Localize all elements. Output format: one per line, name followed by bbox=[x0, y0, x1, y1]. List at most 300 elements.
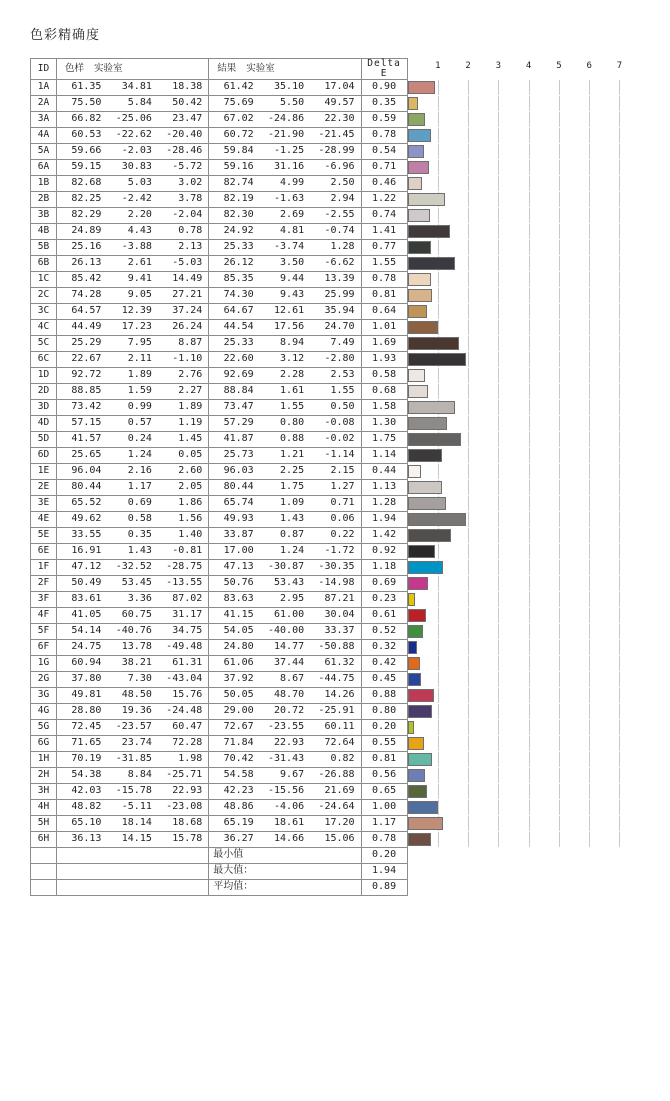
result-value: -40.00 bbox=[268, 625, 305, 637]
summary-spacer bbox=[31, 847, 57, 863]
lab-value: 9.05 bbox=[127, 289, 152, 301]
cell-id: 2D bbox=[31, 383, 57, 399]
table-row bbox=[31, 783, 638, 799]
cell-bar bbox=[407, 79, 637, 95]
cell-result-lab bbox=[209, 255, 361, 271]
lab-value: 1.86 bbox=[178, 497, 203, 509]
result-value: -28.99 bbox=[318, 145, 355, 157]
lab-value: -28.46 bbox=[166, 145, 203, 157]
table-row bbox=[31, 671, 638, 687]
table-row bbox=[31, 287, 638, 303]
result-value: 88.84 bbox=[223, 385, 254, 397]
cell-bar bbox=[407, 287, 637, 303]
summary-bar-spacer bbox=[407, 847, 637, 863]
bar-gridlines bbox=[408, 80, 637, 95]
cell-sample-lab bbox=[57, 447, 209, 463]
cell-delta-e: 1.13 bbox=[361, 479, 407, 495]
delta-e-bar bbox=[408, 609, 426, 622]
table-row bbox=[31, 431, 638, 447]
result-value: -14.98 bbox=[318, 577, 355, 589]
cell-sample-lab bbox=[57, 463, 209, 479]
result-value: 59.84 bbox=[223, 145, 254, 157]
lab-value: 0.57 bbox=[127, 417, 152, 429]
delta-e-bar bbox=[408, 209, 430, 222]
cell-id: 5B bbox=[31, 239, 57, 255]
result-value: 13.39 bbox=[324, 273, 355, 285]
cell-bar bbox=[407, 271, 637, 287]
cell-result-lab bbox=[209, 79, 361, 95]
summary-spacer bbox=[31, 863, 57, 879]
result-value: 12.61 bbox=[274, 305, 305, 317]
bar-gridlines bbox=[408, 384, 637, 399]
delta-e-bar bbox=[408, 561, 444, 574]
result-value: 2.25 bbox=[280, 465, 305, 477]
table-row bbox=[31, 111, 638, 127]
lab-value: 50.49 bbox=[71, 577, 102, 589]
result-value: 61.06 bbox=[223, 657, 254, 669]
cell-result-lab bbox=[209, 191, 361, 207]
bar-gridlines bbox=[408, 128, 637, 143]
delta-e-bar bbox=[408, 305, 427, 318]
cell-sample-lab bbox=[57, 207, 209, 223]
table-row bbox=[31, 575, 638, 591]
delta-e-bar bbox=[408, 145, 424, 158]
lab-value: 61.31 bbox=[172, 657, 203, 669]
cell-bar bbox=[407, 191, 637, 207]
result-value: 7.49 bbox=[330, 337, 355, 349]
lab-value: 3.36 bbox=[127, 593, 152, 605]
cell-result-lab bbox=[209, 575, 361, 591]
lab-value: 1.56 bbox=[178, 513, 203, 525]
cell-delta-e: 0.59 bbox=[361, 111, 407, 127]
result-value: 9.43 bbox=[280, 289, 305, 301]
cell-id: 1D bbox=[31, 367, 57, 383]
cell-sample-lab bbox=[57, 127, 209, 143]
result-value: 0.88 bbox=[280, 433, 305, 445]
result-value: 80.44 bbox=[223, 481, 254, 493]
result-value: 60.72 bbox=[223, 129, 254, 141]
result-value: 0.82 bbox=[330, 753, 355, 765]
cell-delta-e: 0.61 bbox=[361, 607, 407, 623]
lab-value: 83.61 bbox=[71, 593, 102, 605]
delta-e-bar bbox=[408, 401, 456, 414]
lab-value: 1.17 bbox=[127, 481, 152, 493]
lab-value: 14.49 bbox=[172, 273, 203, 285]
result-value: -6.62 bbox=[324, 257, 355, 269]
table-row bbox=[31, 143, 638, 159]
lab-value: 57.15 bbox=[71, 417, 102, 429]
result-value: 2.95 bbox=[280, 593, 305, 605]
bar-gridlines bbox=[408, 464, 637, 479]
delta-e-bar bbox=[408, 545, 436, 558]
result-value: -30.35 bbox=[318, 561, 355, 573]
summary-value: 1.94 bbox=[361, 863, 407, 879]
cell-sample-lab bbox=[57, 703, 209, 719]
cell-delta-e: 0.81 bbox=[361, 287, 407, 303]
result-value: 20.72 bbox=[274, 705, 305, 717]
header-id: ID bbox=[31, 59, 57, 80]
delta-e-bar bbox=[408, 753, 433, 766]
lab-value: 18.14 bbox=[121, 817, 152, 829]
result-value: -23.55 bbox=[268, 721, 305, 733]
cell-id: 4D bbox=[31, 415, 57, 431]
cell-id: 1A bbox=[31, 79, 57, 95]
result-value: 2.53 bbox=[330, 369, 355, 381]
result-value: 29.00 bbox=[223, 705, 254, 717]
result-value: -6.96 bbox=[324, 161, 355, 173]
cell-bar bbox=[407, 175, 637, 191]
lab-value: 65.10 bbox=[71, 817, 102, 829]
result-value: 17.04 bbox=[324, 81, 355, 93]
cell-bar bbox=[407, 447, 637, 463]
color-accuracy-table-wrap bbox=[30, 58, 638, 896]
result-value: 30.04 bbox=[324, 609, 355, 621]
cell-id: 4G bbox=[31, 703, 57, 719]
result-value: 35.10 bbox=[274, 81, 305, 93]
cell-result-lab bbox=[209, 351, 361, 367]
result-value: 1.61 bbox=[280, 385, 305, 397]
lab-value: 12.39 bbox=[121, 305, 152, 317]
result-value: 50.76 bbox=[223, 577, 254, 589]
lab-value: 60.53 bbox=[71, 129, 102, 141]
delta-e-bar bbox=[408, 129, 432, 142]
cell-delta-e: 1.18 bbox=[361, 559, 407, 575]
result-value: -44.75 bbox=[318, 673, 355, 685]
cell-bar bbox=[407, 511, 637, 527]
header-result-lab-text: 实验室 bbox=[246, 62, 275, 74]
bar-gridlines bbox=[408, 624, 637, 639]
cell-id: 3C bbox=[31, 303, 57, 319]
cell-result-lab bbox=[209, 303, 361, 319]
bar-gridlines bbox=[408, 144, 637, 159]
lab-value: 87.02 bbox=[172, 593, 203, 605]
result-value: 2.28 bbox=[280, 369, 305, 381]
result-value: 54.58 bbox=[223, 769, 254, 781]
cell-result-lab bbox=[209, 703, 361, 719]
result-value: 1.27 bbox=[330, 481, 355, 493]
delta-e-bar bbox=[408, 465, 421, 478]
cell-bar bbox=[407, 367, 637, 383]
lab-value: 96.04 bbox=[71, 465, 102, 477]
header-delta-e: Delta E bbox=[361, 59, 407, 80]
cell-sample-lab bbox=[57, 751, 209, 767]
result-value: 14.26 bbox=[324, 689, 355, 701]
cell-id: 5C bbox=[31, 335, 57, 351]
cell-bar bbox=[407, 703, 637, 719]
lab-value: 1.40 bbox=[178, 529, 203, 541]
delta-e-bar bbox=[408, 225, 451, 238]
result-value: 17.56 bbox=[274, 321, 305, 333]
lab-value: 49.81 bbox=[71, 689, 102, 701]
lab-value: 19.36 bbox=[121, 705, 152, 717]
lab-value: 33.55 bbox=[71, 529, 102, 541]
cell-sample-lab bbox=[57, 223, 209, 239]
result-value: 71.84 bbox=[223, 737, 254, 749]
result-value: 48.86 bbox=[223, 801, 254, 813]
lab-value: 70.19 bbox=[71, 753, 102, 765]
lab-value: 0.58 bbox=[127, 513, 152, 525]
cell-result-lab bbox=[209, 175, 361, 191]
result-value: 14.66 bbox=[274, 833, 305, 845]
cell-sample-lab bbox=[57, 767, 209, 783]
cell-result-lab bbox=[209, 655, 361, 671]
delta-e-bar bbox=[408, 241, 431, 254]
lab-value: 2.05 bbox=[178, 481, 203, 493]
cell-id: 6C bbox=[31, 351, 57, 367]
result-value: -2.55 bbox=[324, 209, 355, 221]
delta-e-bar bbox=[408, 177, 422, 190]
lab-value: 3.02 bbox=[178, 177, 203, 189]
cell-result-lab bbox=[209, 367, 361, 383]
result-value: 0.87 bbox=[280, 529, 305, 541]
delta-e-bar bbox=[408, 529, 451, 542]
summary-value: 0.20 bbox=[361, 847, 407, 863]
cell-bar bbox=[407, 591, 637, 607]
delta-e-bar bbox=[408, 81, 435, 94]
bar-gridlines bbox=[408, 768, 637, 783]
cell-sample-lab bbox=[57, 79, 209, 95]
cell-delta-e: 0.78 bbox=[361, 831, 407, 847]
result-value: 35.94 bbox=[324, 305, 355, 317]
result-value: 0.06 bbox=[330, 513, 355, 525]
cell-delta-e: 1.93 bbox=[361, 351, 407, 367]
lab-value: 88.85 bbox=[71, 385, 102, 397]
cell-id: 1H bbox=[31, 751, 57, 767]
cell-delta-e: 1.30 bbox=[361, 415, 407, 431]
table-row bbox=[31, 623, 638, 639]
cell-delta-e: 0.90 bbox=[361, 79, 407, 95]
cell-sample-lab bbox=[57, 239, 209, 255]
cell-id: 5G bbox=[31, 719, 57, 735]
cell-result-lab bbox=[209, 607, 361, 623]
lab-value: 31.17 bbox=[172, 609, 203, 621]
result-value: 24.92 bbox=[223, 225, 254, 237]
result-value: -30.87 bbox=[268, 561, 305, 573]
result-value: 61.32 bbox=[324, 657, 355, 669]
delta-e-bar bbox=[408, 817, 443, 830]
cell-sample-lab bbox=[57, 111, 209, 127]
result-value: -0.02 bbox=[324, 433, 355, 445]
lab-value: 18.38 bbox=[172, 81, 203, 93]
summary-spacer-2 bbox=[57, 863, 209, 879]
result-value: 0.22 bbox=[330, 529, 355, 541]
cell-sample-lab bbox=[57, 191, 209, 207]
cell-id: 1C bbox=[31, 271, 57, 287]
result-value: 64.67 bbox=[223, 305, 254, 317]
summary-row bbox=[31, 863, 638, 879]
bar-gridlines bbox=[408, 800, 637, 815]
lab-value: 1.24 bbox=[127, 449, 152, 461]
delta-e-bar bbox=[408, 577, 429, 590]
axis-tick: 3 bbox=[495, 60, 502, 71]
cell-delta-e: 0.35 bbox=[361, 95, 407, 111]
cell-sample-lab bbox=[57, 623, 209, 639]
cell-bar bbox=[407, 735, 637, 751]
cell-delta-e: 1.28 bbox=[361, 495, 407, 511]
cell-bar bbox=[407, 303, 637, 319]
cell-bar bbox=[407, 351, 637, 367]
cell-bar bbox=[407, 671, 637, 687]
cell-sample-lab bbox=[57, 559, 209, 575]
result-value: 22.30 bbox=[324, 113, 355, 125]
header-axis bbox=[407, 59, 637, 80]
cell-bar bbox=[407, 111, 637, 127]
cell-delta-e: 1.58 bbox=[361, 399, 407, 415]
lab-value: 50.42 bbox=[172, 97, 203, 109]
cell-delta-e: 0.55 bbox=[361, 735, 407, 751]
lab-value: 41.57 bbox=[71, 433, 102, 445]
table-row bbox=[31, 175, 638, 191]
cell-id: 1B bbox=[31, 175, 57, 191]
cell-id: 3F bbox=[31, 591, 57, 607]
lab-value: 92.72 bbox=[71, 369, 102, 381]
table-row bbox=[31, 399, 638, 415]
lab-value: 2.76 bbox=[178, 369, 203, 381]
axis-tick: 1 bbox=[435, 60, 441, 71]
cell-delta-e: 1.22 bbox=[361, 191, 407, 207]
result-value: 59.16 bbox=[223, 161, 254, 173]
cell-sample-lab bbox=[57, 495, 209, 511]
result-value: -21.45 bbox=[318, 129, 355, 141]
axis-tick: 5 bbox=[556, 60, 562, 71]
table-row bbox=[31, 543, 638, 559]
cell-delta-e: 0.42 bbox=[361, 655, 407, 671]
cell-sample-lab bbox=[57, 303, 209, 319]
lab-value: 66.82 bbox=[71, 113, 102, 125]
cell-id: 2E bbox=[31, 479, 57, 495]
delta-e-bar bbox=[408, 593, 415, 606]
table-row bbox=[31, 207, 638, 223]
result-value: 22.93 bbox=[274, 737, 305, 749]
delta-e-bar bbox=[408, 625, 424, 638]
lab-value: 16.91 bbox=[71, 545, 102, 557]
lab-value: 18.68 bbox=[172, 817, 203, 829]
cell-delta-e: 0.69 bbox=[361, 575, 407, 591]
result-value: -31.43 bbox=[268, 753, 305, 765]
result-value: 85.35 bbox=[223, 273, 254, 285]
cell-bar bbox=[407, 495, 637, 511]
bar-gridlines bbox=[408, 704, 637, 719]
header-result-lab bbox=[209, 59, 361, 80]
result-value: 70.42 bbox=[223, 753, 254, 765]
delta-e-bar bbox=[408, 769, 425, 782]
table-row bbox=[31, 95, 638, 111]
cell-delta-e: 0.74 bbox=[361, 207, 407, 223]
result-value: 47.13 bbox=[223, 561, 254, 573]
lab-value: -43.04 bbox=[166, 673, 203, 685]
result-value: 33.87 bbox=[223, 529, 254, 541]
cell-id: 5H bbox=[31, 815, 57, 831]
lab-value: 75.50 bbox=[71, 97, 102, 109]
lab-value: 2.11 bbox=[127, 353, 152, 365]
result-value: 21.69 bbox=[324, 785, 355, 797]
result-value: -26.88 bbox=[318, 769, 355, 781]
lab-value: 34.81 bbox=[121, 81, 152, 93]
cell-delta-e: 1.94 bbox=[361, 511, 407, 527]
cell-sample-lab bbox=[57, 719, 209, 735]
table-row bbox=[31, 735, 638, 751]
result-value: -1.25 bbox=[274, 145, 305, 157]
cell-delta-e: 0.23 bbox=[361, 591, 407, 607]
cell-id: 6A bbox=[31, 159, 57, 175]
result-value: 67.02 bbox=[223, 113, 254, 125]
result-value: 1.28 bbox=[330, 241, 355, 253]
result-value: 0.50 bbox=[330, 401, 355, 413]
lab-value: 23.47 bbox=[172, 113, 203, 125]
result-value: 1.55 bbox=[280, 401, 305, 413]
lab-value: -23.08 bbox=[166, 801, 203, 813]
lab-value: 2.60 bbox=[178, 465, 203, 477]
bar-gridlines bbox=[408, 320, 637, 335]
delta-e-bar bbox=[408, 705, 432, 718]
delta-e-bar bbox=[408, 433, 461, 446]
result-value: 49.93 bbox=[223, 513, 254, 525]
cell-bar bbox=[407, 399, 637, 415]
cell-id: 5A bbox=[31, 143, 57, 159]
cell-sample-lab bbox=[57, 671, 209, 687]
result-value: 65.74 bbox=[223, 497, 254, 509]
cell-result-lab bbox=[209, 271, 361, 287]
cell-sample-lab bbox=[57, 735, 209, 751]
cell-bar bbox=[407, 767, 637, 783]
delta-e-bar bbox=[408, 273, 432, 286]
lab-value: 26.24 bbox=[172, 321, 203, 333]
cell-id: 3A bbox=[31, 111, 57, 127]
cell-result-lab bbox=[209, 239, 361, 255]
table-row bbox=[31, 655, 638, 671]
lab-value: 8.87 bbox=[178, 337, 203, 349]
result-value: 25.99 bbox=[324, 289, 355, 301]
lab-value: 3.78 bbox=[178, 193, 203, 205]
cell-bar bbox=[407, 607, 637, 623]
table-row bbox=[31, 319, 638, 335]
cell-bar bbox=[407, 831, 637, 847]
result-value: 36.27 bbox=[223, 833, 254, 845]
cell-result-lab bbox=[209, 207, 361, 223]
lab-value: 60.94 bbox=[71, 657, 102, 669]
cell-bar bbox=[407, 335, 637, 351]
cell-sample-lab bbox=[57, 591, 209, 607]
result-value: 41.87 bbox=[223, 433, 254, 445]
result-value: 25.33 bbox=[223, 241, 254, 253]
cell-bar bbox=[407, 431, 637, 447]
cell-sample-lab bbox=[57, 815, 209, 831]
table-row bbox=[31, 479, 638, 495]
cell-result-lab bbox=[209, 767, 361, 783]
cell-id: 2G bbox=[31, 671, 57, 687]
result-value: 37.44 bbox=[274, 657, 305, 669]
cell-sample-lab bbox=[57, 687, 209, 703]
lab-value: 7.30 bbox=[127, 673, 152, 685]
cell-bar bbox=[407, 143, 637, 159]
lab-value: -49.48 bbox=[166, 641, 203, 653]
delta-e-bar bbox=[408, 385, 429, 398]
cell-id: 6H bbox=[31, 831, 57, 847]
table-row bbox=[31, 495, 638, 511]
cell-id: 3D bbox=[31, 399, 57, 415]
result-value: 8.94 bbox=[280, 337, 305, 349]
cell-id: 5D bbox=[31, 431, 57, 447]
lab-value: -32.52 bbox=[115, 561, 152, 573]
lab-value: 60.75 bbox=[121, 609, 152, 621]
cell-result-lab bbox=[209, 431, 361, 447]
lab-value: 41.05 bbox=[71, 609, 102, 621]
cell-delta-e: 0.64 bbox=[361, 303, 407, 319]
bar-gridlines bbox=[408, 608, 637, 623]
cell-bar bbox=[407, 223, 637, 239]
result-value: 49.57 bbox=[324, 97, 355, 109]
table-row bbox=[31, 527, 638, 543]
